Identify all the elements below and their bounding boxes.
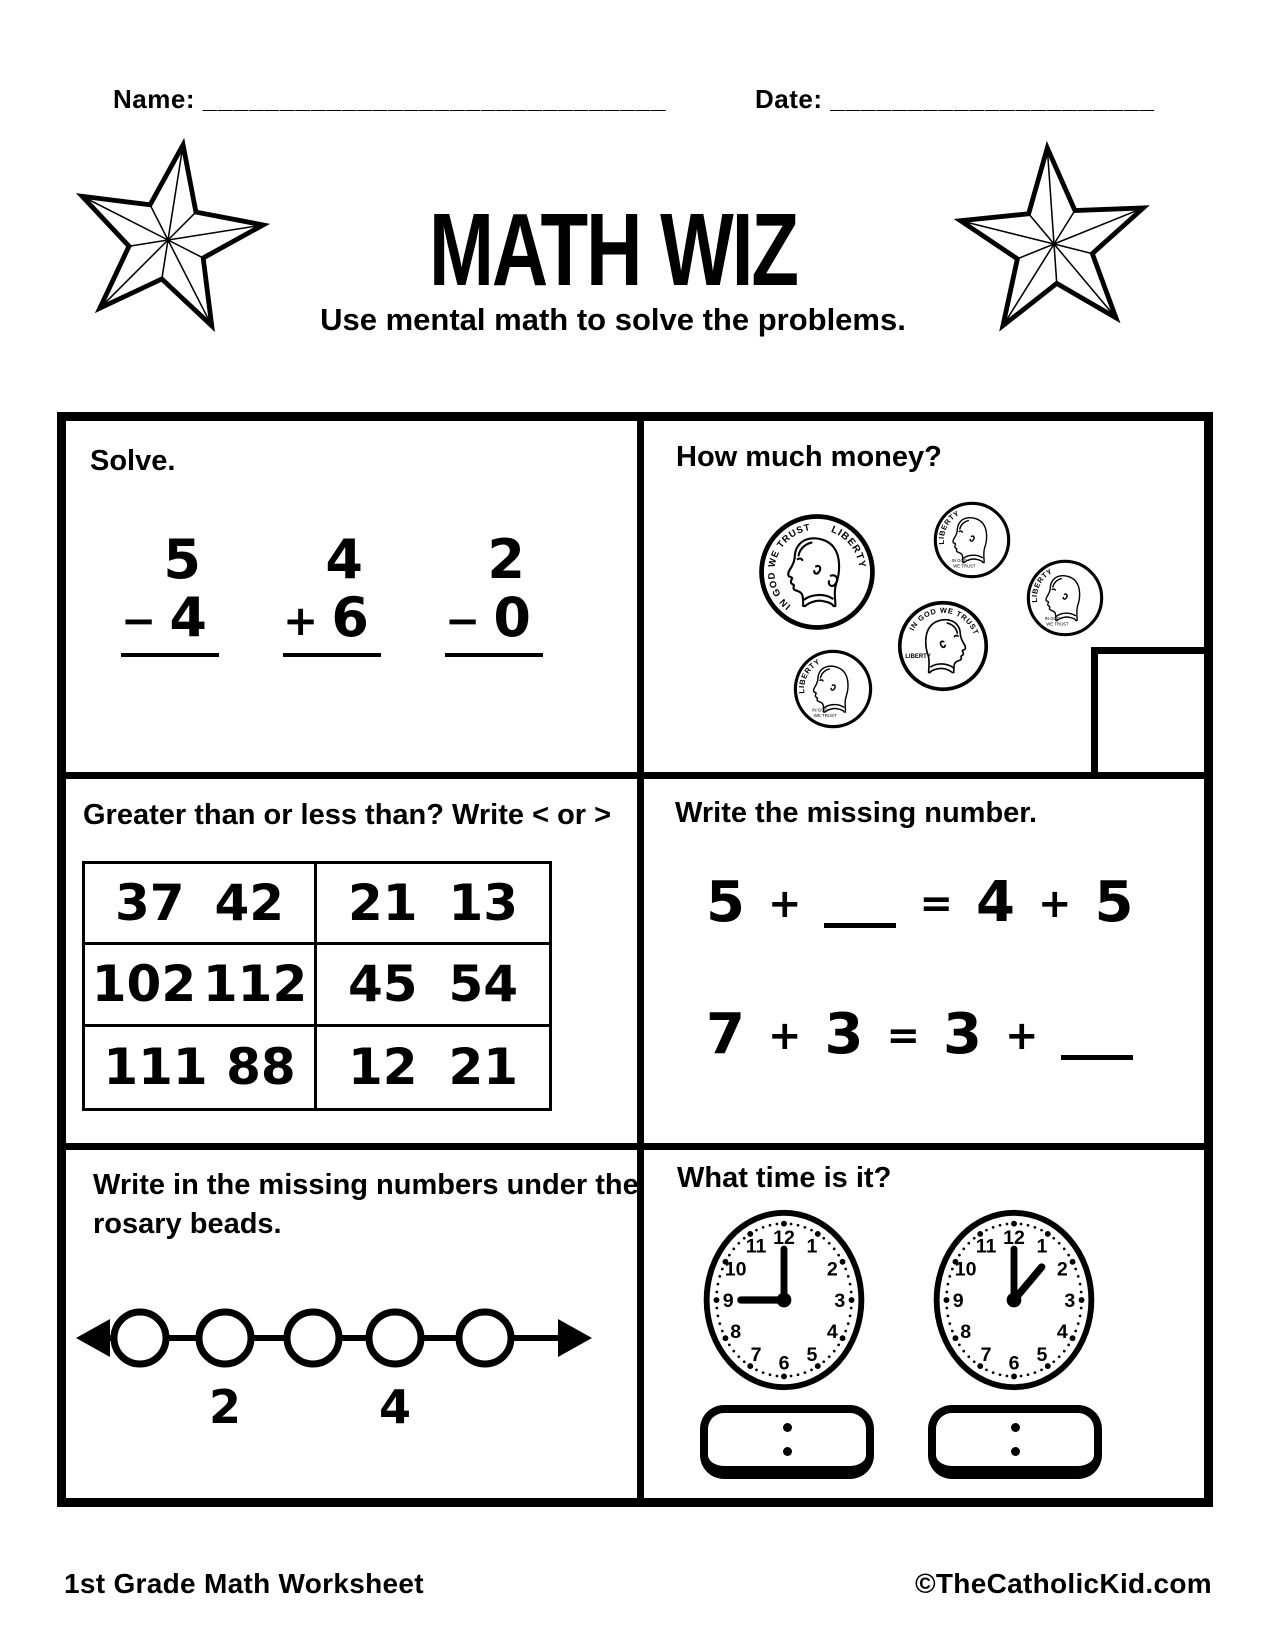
rosary-bead bbox=[114, 1312, 166, 1364]
operator: − bbox=[445, 596, 481, 645]
answer-rule bbox=[283, 653, 381, 657]
clock-numeral: 10 bbox=[724, 1258, 747, 1281]
clock-numeral: 8 bbox=[730, 1321, 742, 1344]
svg-text:LIBERTY: LIBERTY bbox=[936, 508, 962, 545]
colon-dot bbox=[1011, 1423, 1020, 1432]
clock-numeral: 4 bbox=[1056, 1321, 1068, 1344]
equation-number: 5 bbox=[706, 870, 745, 935]
time-answer-box[interactable] bbox=[700, 1405, 874, 1479]
cell-rosary bbox=[66, 1150, 644, 1498]
clock-numeral: 5 bbox=[806, 1344, 818, 1367]
analog-clock bbox=[930, 1206, 1098, 1394]
clocks-group bbox=[700, 1206, 1098, 1394]
compare-cell[interactable] bbox=[85, 1027, 317, 1108]
clock-numeral: 2 bbox=[1056, 1258, 1068, 1281]
svg-text:LIBERTY: LIBERTY bbox=[797, 656, 822, 694]
name-line[interactable]: ______________________________ bbox=[202, 84, 667, 114]
solve-bottom-row bbox=[283, 586, 381, 649]
solve-bottom-number: 4 bbox=[169, 586, 207, 649]
time-answers-group bbox=[700, 1405, 1102, 1479]
page-title: MATH WIZ bbox=[428, 191, 798, 308]
equation bbox=[706, 870, 1204, 935]
compare-number-left: 21 bbox=[347, 874, 418, 933]
name-label: Name: bbox=[113, 84, 195, 114]
solve-top-number: 5 bbox=[163, 528, 201, 591]
colon-dot bbox=[783, 1423, 792, 1432]
compare-number-right: 42 bbox=[214, 874, 285, 933]
solve-top-number: 2 bbox=[487, 528, 525, 591]
solve-problem[interactable] bbox=[283, 528, 381, 657]
operator: + bbox=[283, 596, 319, 645]
clock-numeral: 9 bbox=[952, 1289, 964, 1312]
clock-numeral: 1 bbox=[806, 1235, 818, 1258]
clock-numeral: 12 bbox=[773, 1227, 795, 1250]
rosary-bead bbox=[459, 1312, 511, 1364]
clock-numeral: 5 bbox=[1036, 1344, 1048, 1367]
svg-text:WE TRUST: WE TRUST bbox=[813, 713, 837, 718]
compare-number-right: 88 bbox=[226, 1038, 296, 1097]
solve-problems bbox=[121, 528, 543, 657]
cell-compare bbox=[66, 779, 644, 1150]
footer-worksheet-name: 1st Grade Math Worksheet bbox=[64, 1568, 424, 1599]
cell-solve bbox=[66, 421, 644, 779]
svg-text:IN GOD: IN GOD bbox=[812, 707, 828, 713]
svg-text:LIBERTY: LIBERTY bbox=[905, 653, 931, 660]
compare-table bbox=[82, 861, 552, 1111]
svg-text:LIBERTY: LIBERTY bbox=[1029, 566, 1055, 603]
equation-blank[interactable] bbox=[1061, 1055, 1133, 1060]
rosary-bead bbox=[287, 1312, 339, 1364]
date-line[interactable]: _____________________ bbox=[830, 84, 1155, 114]
operator: − bbox=[121, 596, 157, 645]
clock-numeral: 2 bbox=[826, 1258, 838, 1281]
name-field bbox=[113, 84, 667, 115]
nickel-coin bbox=[758, 513, 876, 631]
clock-numeral: 7 bbox=[980, 1344, 992, 1367]
solve-bottom-number: 0 bbox=[493, 586, 531, 649]
date-label: Date: bbox=[755, 84, 823, 114]
compare-cell[interactable] bbox=[317, 1027, 549, 1108]
rosary-bead bbox=[369, 1312, 421, 1364]
equations-group bbox=[644, 870, 1204, 1067]
svg-text:WE TRUST: WE TRUST bbox=[953, 563, 976, 569]
compare-number-right: 112 bbox=[202, 955, 308, 1014]
clock-numeral: 3 bbox=[1064, 1289, 1076, 1312]
clock-numeral: 11 bbox=[975, 1235, 997, 1258]
compare-number-left: 12 bbox=[347, 1038, 418, 1097]
equation-blank[interactable] bbox=[824, 923, 896, 928]
svg-text:IN GOD: IN GOD bbox=[1044, 615, 1060, 621]
solve-bottom-row bbox=[445, 586, 543, 649]
clock-numeral: 1 bbox=[1036, 1235, 1048, 1258]
compare-cell[interactable] bbox=[317, 864, 549, 945]
equation bbox=[706, 1002, 1204, 1067]
solve-bottom-number: 6 bbox=[331, 586, 369, 649]
cell-money bbox=[644, 421, 1204, 779]
operator: + bbox=[1037, 881, 1072, 927]
equation-number: 5 bbox=[1094, 870, 1134, 935]
money-label: How much money? bbox=[676, 441, 942, 473]
clock-numeral: 8 bbox=[960, 1321, 972, 1344]
clock-numeral: 7 bbox=[750, 1344, 762, 1367]
compare-number-left: 102 bbox=[91, 955, 197, 1014]
equation-number: 4 bbox=[976, 870, 1015, 935]
colon-dot bbox=[783, 1447, 792, 1456]
compare-cell[interactable] bbox=[317, 945, 549, 1026]
clock-numeral: 4 bbox=[826, 1321, 838, 1344]
equation-number: 3 bbox=[824, 1002, 864, 1067]
clock-numeral: 11 bbox=[745, 1235, 767, 1258]
rosary-bead-line bbox=[74, 1268, 594, 1438]
operator: + bbox=[1004, 1013, 1039, 1059]
compare-number-right: 13 bbox=[448, 874, 519, 933]
svg-text:LIBERTY: LIBERTY bbox=[829, 524, 868, 570]
compare-number-left: 111 bbox=[103, 1038, 208, 1097]
rosary-label: Write in the missing numbers under the rosary beads. bbox=[93, 1169, 639, 1240]
dime-coin bbox=[1026, 559, 1104, 637]
clock-numeral: 10 bbox=[954, 1258, 977, 1281]
compare-number-left: 45 bbox=[347, 955, 418, 1014]
solve-label: Solve. bbox=[90, 445, 176, 477]
money-answer-box[interactable] bbox=[1091, 647, 1204, 772]
svg-text:WE TRUST: WE TRUST bbox=[1046, 621, 1069, 627]
svg-text:IN GOD WE TRUST: IN GOD WE TRUST bbox=[765, 520, 812, 613]
answer-rule bbox=[445, 653, 543, 657]
rosary-bead bbox=[199, 1312, 251, 1364]
time-label: What time is it? bbox=[677, 1162, 892, 1194]
missing-number-label: Write the missing number. bbox=[675, 797, 1038, 829]
colon-dot bbox=[1011, 1447, 1020, 1456]
compare-number-right: 21 bbox=[448, 1038, 519, 1097]
operator: = bbox=[886, 1013, 920, 1059]
footer-credit: ©TheCatholicKid.com bbox=[914, 1568, 1212, 1599]
compare-number-right: 54 bbox=[448, 955, 519, 1014]
date-field bbox=[755, 84, 1155, 115]
svg-text:IN GOD: IN GOD bbox=[951, 557, 967, 563]
operator: = bbox=[919, 881, 953, 927]
solve-problem[interactable] bbox=[121, 528, 219, 657]
compare-label: Greater than or less than? Write < or > bbox=[83, 799, 612, 831]
solve-problem[interactable] bbox=[445, 528, 543, 657]
analog-clock bbox=[700, 1206, 868, 1394]
dime-coin bbox=[933, 501, 1011, 579]
equation-number: 3 bbox=[942, 1002, 982, 1067]
solve-top-number: 4 bbox=[325, 528, 363, 591]
compare-number-left: 37 bbox=[114, 874, 185, 933]
clock-numeral: 12 bbox=[1003, 1227, 1025, 1250]
cell-time bbox=[644, 1150, 1204, 1498]
compare-cell[interactable] bbox=[85, 945, 317, 1026]
time-answer-box[interactable] bbox=[928, 1405, 1102, 1479]
cell-missing-number bbox=[644, 779, 1204, 1150]
clock-numeral: 3 bbox=[834, 1289, 846, 1312]
svg-text:IN GOD WE TRUST: IN GOD WE TRUST bbox=[907, 605, 981, 637]
bead-number: 4 bbox=[378, 1380, 412, 1434]
clock-numeral: 6 bbox=[1008, 1352, 1020, 1375]
dime-coin bbox=[793, 649, 873, 729]
clock-numeral: 6 bbox=[778, 1352, 790, 1375]
answer-rule bbox=[121, 653, 219, 657]
compare-cell[interactable] bbox=[85, 864, 317, 945]
equation-number: 7 bbox=[706, 1002, 745, 1067]
worksheet-grid bbox=[57, 412, 1213, 1507]
penny-coin bbox=[897, 600, 989, 692]
operator: + bbox=[767, 881, 802, 927]
solve-bottom-row bbox=[121, 586, 219, 649]
operator: + bbox=[767, 1013, 802, 1059]
clock-numeral: 9 bbox=[722, 1289, 734, 1312]
page-subtitle: Use mental math to solve the problems. bbox=[320, 302, 906, 337]
bead-number: 2 bbox=[208, 1380, 242, 1434]
